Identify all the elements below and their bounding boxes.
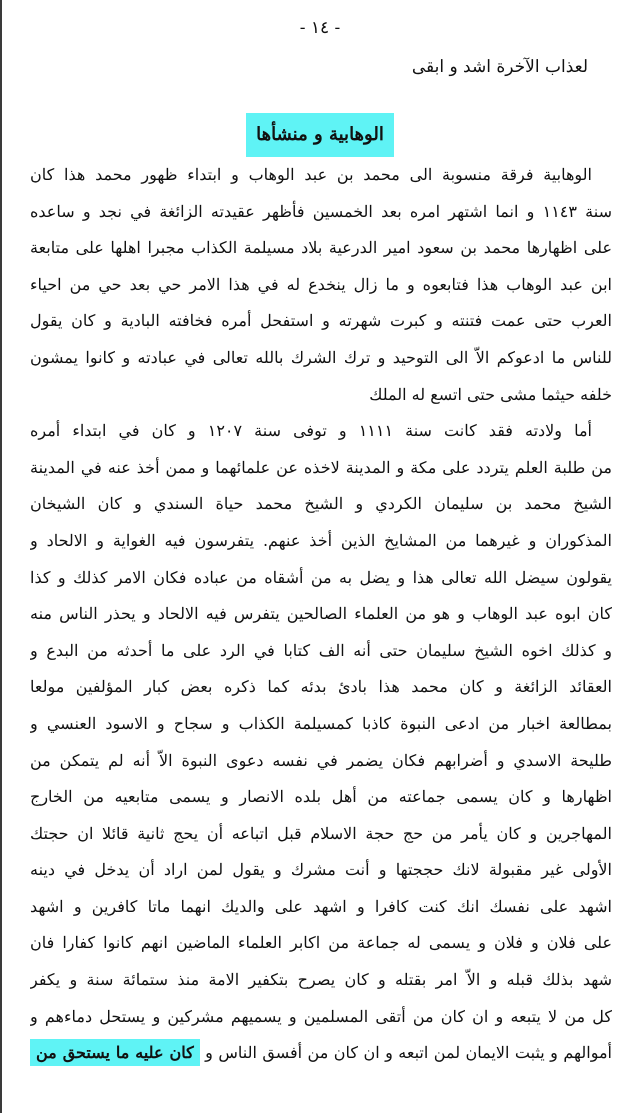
last-line-text: أموالهم و يثبت الايمان لمن اتبعه و ان كان من أفسق الناس و bbox=[205, 1043, 612, 1063]
paragraph-1-line: العرب حتى عمت فتنته و كبرت شهرته و استفحل أمره فخافته البادية و كان يقول bbox=[30, 311, 612, 331]
paragraph-2-line: و كذلك اخوه الشيخ سليمان حتى أنه الف كتابا في الرد على ما أحدثه من البدع و bbox=[30, 640, 612, 660]
paragraph-2-line: اظهارها و كان يسمى جماعته من أهل بلده الانصار و يسمى متابعيه من الخارج bbox=[30, 787, 612, 807]
paragraph-2-last-line bbox=[30, 1035, 612, 1072]
page-left-border bbox=[0, 0, 2, 1113]
paragraph-1-line: ابن عبد الوهاب هذا فتابعوه و ما زال ينخدع له في هذا الامر حي بعد حي من احياء bbox=[30, 274, 612, 294]
paragraph-2-line: الشيخ محمد بن سليمان الكردي و الشيخ محمد حياة السندي و كان الشيخان bbox=[30, 494, 612, 514]
paragraph-1-line: على اظهارها محمد بن سعود امير الدرعية بلاد مسيلمة الكذاب مجبرا اهلها على متابعة bbox=[30, 238, 612, 258]
section-heading-wrap bbox=[0, 113, 640, 157]
carryover-line: لعذاب الآخرة اشد و ابقى bbox=[411, 57, 588, 77]
paragraph-2-line: بمطالعة اخبار من ادعى النبوة كاذبا كمسيلمة الكذاب و سجاح و الاسود العنسي و bbox=[30, 713, 612, 733]
paragraph-2-line: شهد بذلك قبله و الاّ امر بقتله و كان يصرح بتكفير الامة منذ ستمائة سنة و يكفر bbox=[30, 970, 612, 990]
paragraph-2-line: العقائد الزائغة و كان محمد هذا بادئ بدئه كما ذكره بعض كبار المؤلفين مولعا bbox=[30, 677, 612, 697]
paragraph-2-line: كل من لا يتبعه و ان كان من أتقى المسلمين و يسميهم مشركين و يستحل دماءهم و bbox=[30, 1006, 612, 1026]
paragraph-2-line: أما ولادته فقد كانت سنة ١١١١ و توفى سنة ١٢٠٧ و كان في ابتداء أمره bbox=[30, 421, 593, 441]
paragraph-2-line: المذكوران و غيرهما من المشايخ الذين أخذ عنهم. يتفرسون فيه الغواية و الالحاد و bbox=[30, 530, 612, 550]
paragraph-2-line: على فلان و فلان و يسمى له جماعة من اكابر العلماء الماضين انهم كانوا كفارا فان bbox=[30, 933, 612, 953]
paragraph-1-line: سنة ١١٤٣ و انما اشتهر امره بعد الخمسين فأظهر عقيدته الزائغة في نجد و ساعده bbox=[30, 201, 612, 221]
paragraph-1-line: الوهابية فرقة منسوبة الى محمد بن عبد الوهاب و ابتداء ظهور محمد هذا كان bbox=[30, 165, 593, 184]
paragraph-1-line: للناس ما ادعوكم الاّ الى التوحيد و ترك الشرك بالله تعالى في عبادته و كانوا يمشون bbox=[30, 347, 612, 367]
document-body bbox=[30, 157, 612, 1072]
paragraph-1-line: خلفه حيثما مشى حتى اتسع له الملك bbox=[369, 384, 612, 404]
paragraph-2-line: كان ابوه عبد الوهاب و هو من العلماء الصالحين يتفرس فيه الالحاد و يحذر الناس منه bbox=[30, 604, 612, 624]
paragraph-2-line: طليحة الاسدي و أضرابهم فكان يضمر في نفسه دعوى النبوة الاّ أنه لم يتمكن من bbox=[30, 750, 612, 770]
page-number: - ١٤ - bbox=[299, 18, 341, 38]
paragraph-2-line: من طلبة العلم يتردد على مكة و المدينة لاخذه عن علمائهما و ممن أخذ عنه في المدينة bbox=[30, 457, 612, 477]
paragraph-2-line: اشهد على نفسك انك كنت كافرا و اشهد على والديك انهما ماتا كافرين و اشهد bbox=[30, 896, 612, 916]
highlighted-text: كان عليه ما يستحق من bbox=[30, 1039, 200, 1066]
paragraph-2-line: يقولون سيضل الله تعالى هذا و يضل به من أشقاه من عباده فكان الامر كذلك و كذا bbox=[30, 567, 612, 587]
paragraph-2-line: المهاجرين و كان يأمر من حج حجة الاسلام قبل اتباعه أن يحج ثانية قائلا ان حجتك bbox=[30, 823, 612, 843]
paragraph-2-line: الأولى غير مقبولة لانك حججتها و أنت مشرك و يقول لمن اراد أن يدخل في دينه bbox=[30, 860, 612, 880]
section-heading: الوهابية و منشأها bbox=[246, 113, 394, 157]
